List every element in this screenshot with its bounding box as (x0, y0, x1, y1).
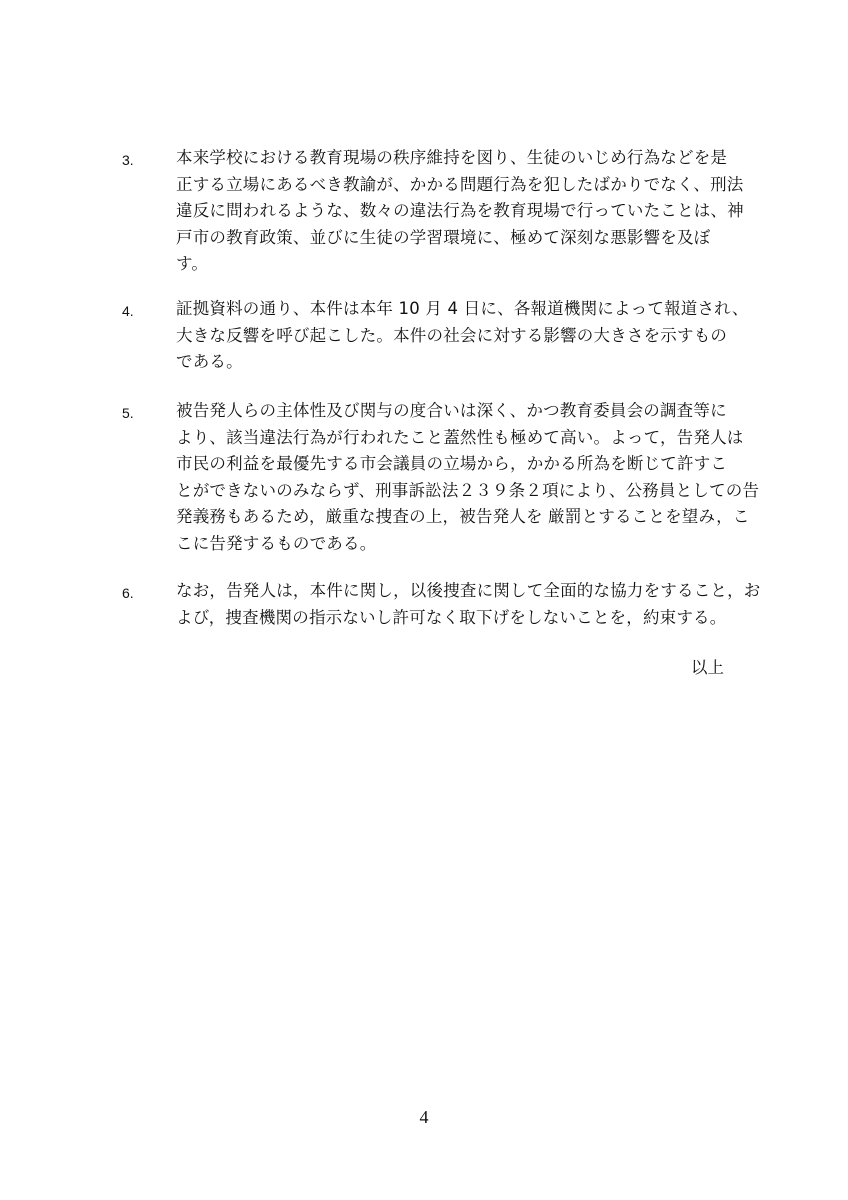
clause-line: 証拠資料の通り、本件は本年 10 月 4 日に、各報道機関によって報道され、 (176, 299, 749, 318)
clause-line: とができないのみならず、刑事訴訟法２３９条２項により、公務員としての告 (176, 480, 760, 500)
closing-remark: 以上 (691, 658, 724, 677)
clause-body (176, 145, 744, 278)
clause-line: 本来学校における教育現場の秩序維持を図り、生徒のいじめ行為などを是 (176, 148, 728, 167)
clause-line: 違反に問われるような、数々の違法行為を教育現場で行っていたことは、神 (176, 201, 744, 220)
clause-line: より、該当違法行為が行われたこと蓋然性も極めて高い。よって，告発人は (176, 427, 744, 447)
clause-line: 大きな反響を呼び起こした。本件の社会に対する影響の大きさを示すもの (176, 325, 728, 345)
clause-line: なお，告発人は，本件に関し，以後捜査に関して全面的な協力をすること，お (176, 581, 761, 600)
clause-body (176, 578, 761, 631)
clause-body (176, 398, 760, 557)
clause-number: 3. (122, 152, 134, 168)
clause-number: 4. (122, 303, 134, 319)
clause-number: 6. (122, 585, 134, 601)
clause-line: よび，捜査機関の指示ないし許可なく取下げをしないことを，約束する。 (176, 607, 727, 627)
clause-body (176, 296, 749, 376)
clause-line: 正する立場にあるべき教諭が、かかる問題行為を犯したばかりでなく、刑法 (176, 174, 744, 194)
clause-line: 市民の利益を最優先する市会議員の立場から，かかる所為を断じて許すこ (176, 454, 728, 473)
clause-line: 発義務もあるため，厳重な捜査の上，被告発人を 厳罰とすることを望み，こ (176, 507, 750, 526)
page-number: 4 (419, 1107, 429, 1127)
clause-number: 5. (122, 405, 134, 421)
clause-line: 戸市の教育政策、並びに生徒の学習環境に、極めて深刻な悪影響を及ぼ (176, 227, 711, 247)
clause-line: 被告発人らの主体性及び関与の度合いは深く、かつ教育委員会の調査等に (176, 401, 727, 420)
clause-line: こに告発するものである。 (176, 533, 377, 553)
clause-line: す。 (176, 254, 209, 273)
clause-line: である。 (176, 352, 243, 371)
